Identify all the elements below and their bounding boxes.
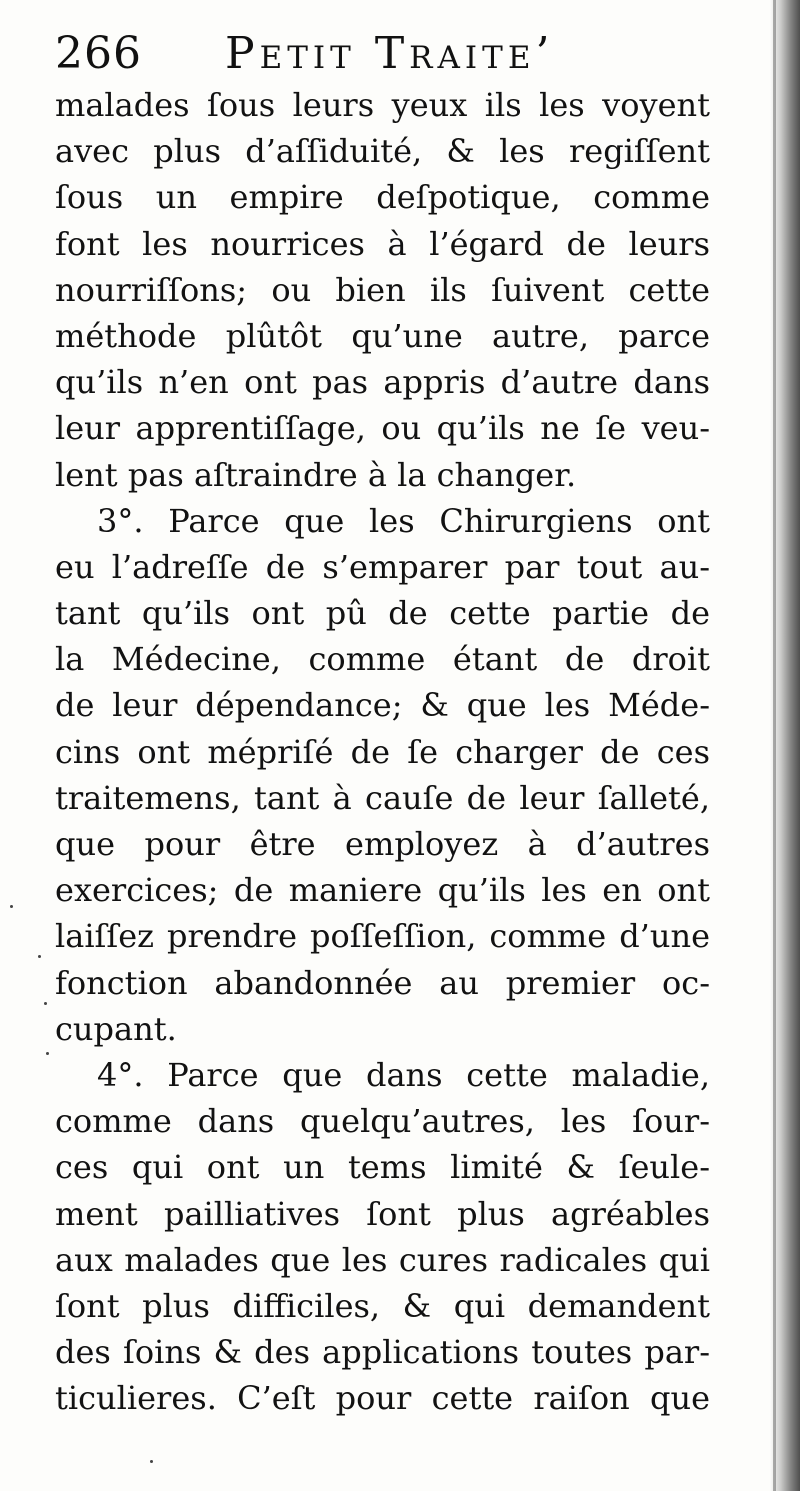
text-line: font les nourrices à l’égard de leurs (55, 224, 710, 263)
print-speck (38, 955, 41, 958)
print-speck (150, 1460, 153, 1463)
text-line: de leur dépendance; & que les Méde- (55, 686, 710, 725)
text-line: aux malades que les cures radicales qui (55, 1240, 710, 1279)
page-header (55, 22, 715, 88)
running-head: Petit Traite’ (225, 28, 555, 79)
text-line: ment pailliatives ſont plus agréables (55, 1194, 710, 1233)
text-line: qu’ils n’en ont pas appris d’autre dans (55, 363, 710, 402)
print-speck (10, 905, 13, 908)
text-line: la Médecine, comme étant de droit (55, 640, 710, 679)
text-line: comme dans quelqu’autres, les ſour- (55, 1102, 710, 1141)
text-line: 4°. Parce que dans cette maladie, (97, 1055, 710, 1094)
text-line: cins ont mépriſé de ſe charger de ces (55, 732, 710, 771)
page-number: 266 (55, 28, 142, 79)
text-line: méthode plûtôt qu’une autre, parce (55, 316, 710, 355)
text-line: ces qui ont un tems limité & ſeule- (55, 1148, 710, 1187)
text-line: fonction abandonnée au premier oc- (55, 963, 710, 1002)
print-speck (46, 1052, 49, 1055)
text-line: leur apprentiſſage, ou qu’ils ne ſe veu- (55, 409, 710, 448)
text-line: cupant. (55, 1009, 177, 1048)
text-line: des ſoins & des applications toutes par- (55, 1333, 710, 1372)
text-line: que pour être employez à d’autres (55, 825, 710, 863)
text-line: eu l’adreſſe de s’emparer par tout au- (55, 547, 710, 586)
text-line: ſous un empire deſpotique, comme (55, 178, 710, 217)
text-line: ſont plus difficiles, & qui demandent (55, 1286, 710, 1325)
text-line: traitemens, tant à cauſe de leur ſalleté, (55, 778, 710, 817)
text-line: nourriſſons; ou bien ils ſuivent cette (55, 270, 710, 309)
print-speck (44, 1002, 47, 1005)
body-text (55, 82, 710, 1421)
text-line: malades ſous leurs yeux ils les voyent (55, 86, 710, 124)
text-line: tant qu’ils ont pû de cette partie de (55, 594, 710, 633)
text-line: ticulieres. C’eſt pour cette raiſon que (55, 1379, 710, 1418)
text-line: avec plus d’aſſiduité, & les regiſſent (55, 132, 710, 171)
text-line: 3°. Parce que les Chirurgiens ont (97, 501, 710, 540)
text-line: laiſſez prendre poſſeſſion, comme d’une (55, 917, 710, 956)
binding-edge-line (773, 0, 776, 1491)
text-line: exercices; de maniere qu’ils les en ont (55, 871, 710, 910)
text-line: lent pas aſtraindre à la changer. (55, 455, 577, 494)
